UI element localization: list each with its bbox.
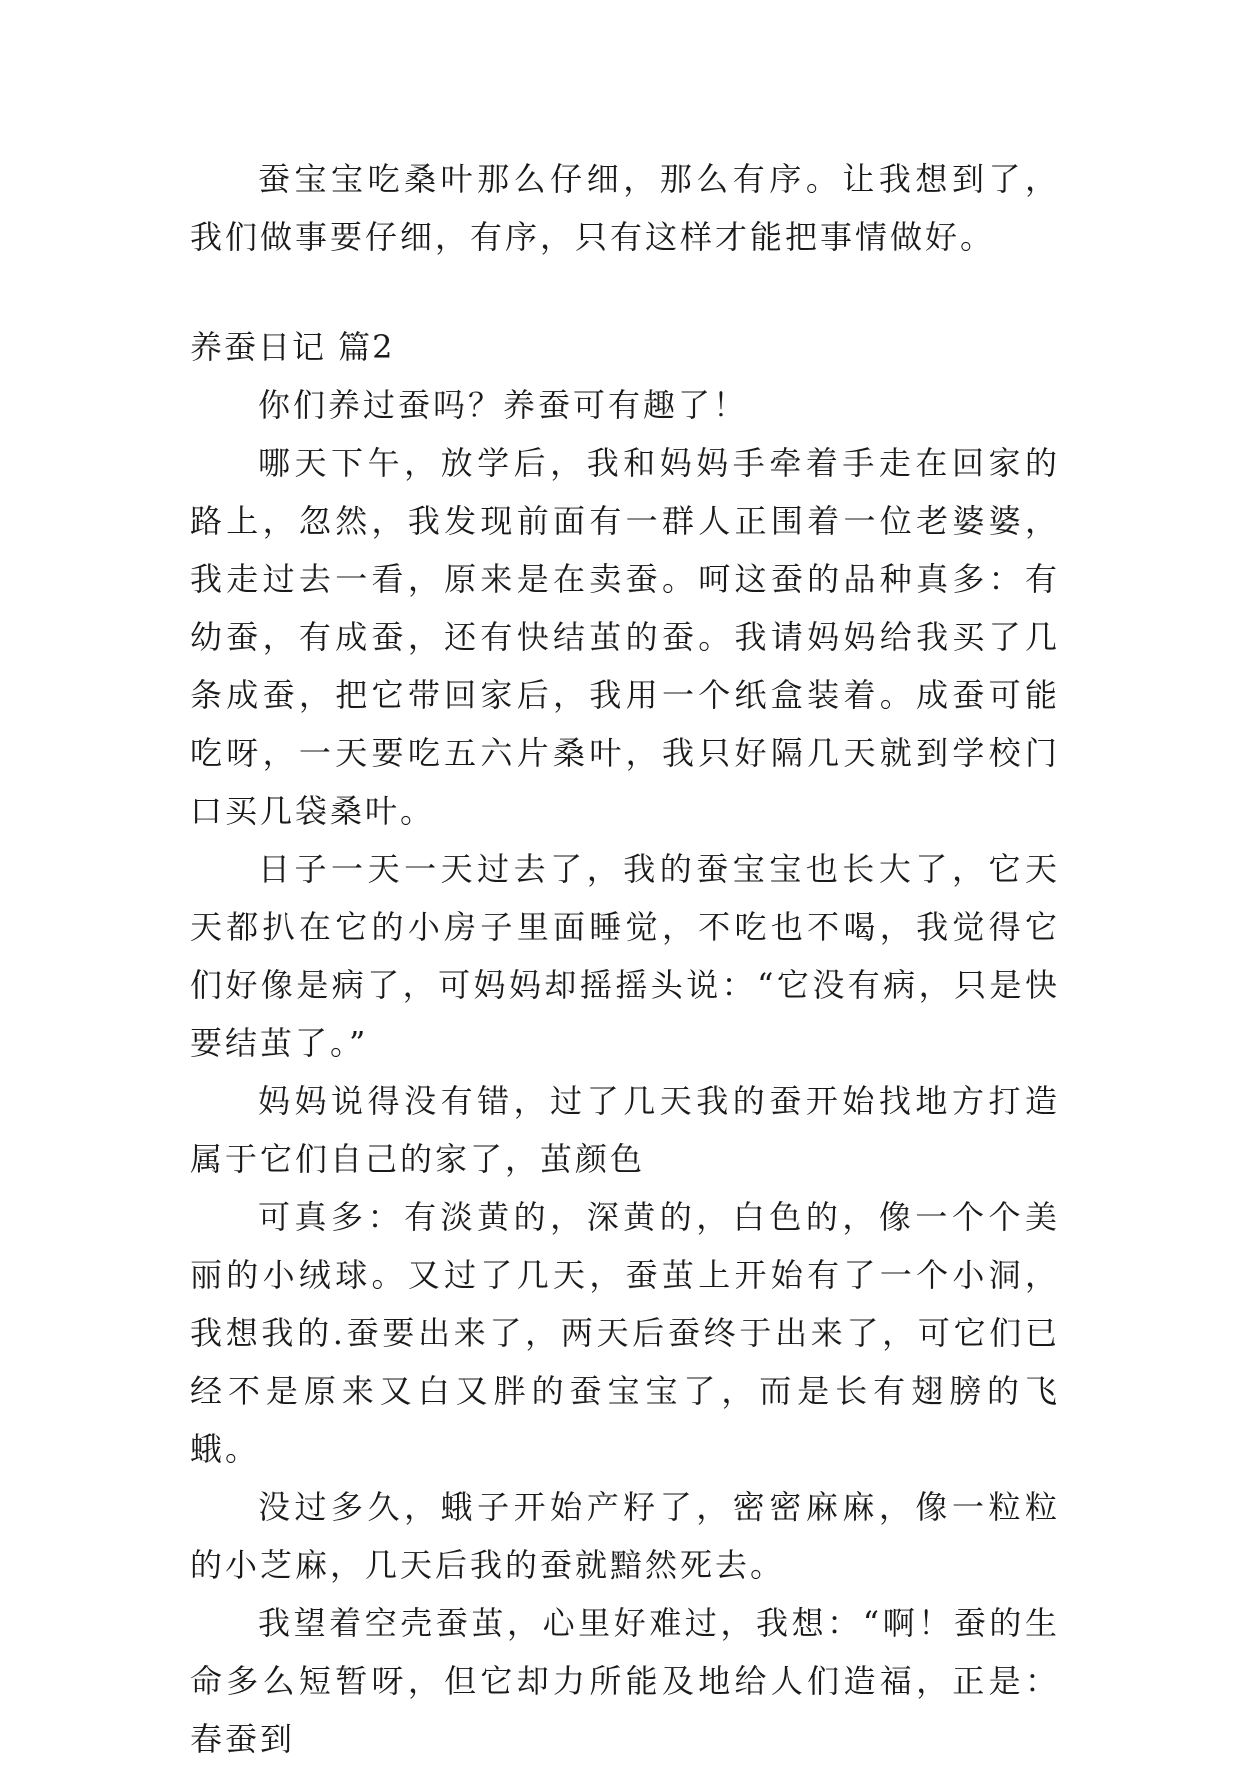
paragraph: 我望着空壳蚕茧，心里好难过，我想：“啊！蚕的生命多么短暂呀，但它却力所能及地给人们造福，正是：春蚕到	[190, 1604, 1060, 1758]
paragraph-intro: 蚕宝宝吃桑叶那么仔细，那么有序。让我想到了，我们做事要仔细，有序，只有这样才能把事情做好。	[190, 160, 1060, 256]
document-body	[190, 150, 1060, 1768]
paragraph: 日子一天一天过去了，我的蚕宝宝也长大了，它天天都扒在它的小房子里面睡觉，不吃也不喝，我觉得它们好像是病了，可妈妈却摇摇头说：“它没有病，只是快要结茧了。”	[190, 850, 1060, 1062]
paragraph: 哪天下午，放学后，我和妈妈手牵着手走在回家的路上，忽然，我发现前面有一群人正围着一位老婆婆，我走过去一看，原来是在卖蚕。呵这蚕的品种真多：有幼蚕，有成蚕，还有快结茧的蚕。我请妈妈给我买了几条成蚕，把它带回家后，我用一个纸盒装着。成蚕可能吃呀，一天要吃五六片桑叶，我只好隔几天就到学校门口买几袋桑叶。	[190, 444, 1060, 830]
paragraph: 没过多久，蛾子开始产籽了，密密麻麻，像一粒粒的小芝麻，几天后我的蚕就黯然死去。	[190, 1488, 1060, 1584]
section-heading: 养蚕日记 篇2	[190, 328, 395, 366]
paragraph: 妈妈说得没有错，过了几天我的蚕开始找地方打造属于它们自己的家了，茧颜色	[190, 1082, 1060, 1178]
paragraph: 可真多：有淡黄的，深黄的，白色的，像一个个美丽的小绒球。又过了几天，蚕茧上开始有了一个小洞，我想我的.蚕要出来了，两天后蚕终于出来了，可它们已经不是原来又白又胖的蚕宝宝了，而是长有翅膀的飞蛾。	[190, 1198, 1060, 1468]
paragraph: 你们养过蚕吗？养蚕可有趣了！	[258, 386, 749, 424]
